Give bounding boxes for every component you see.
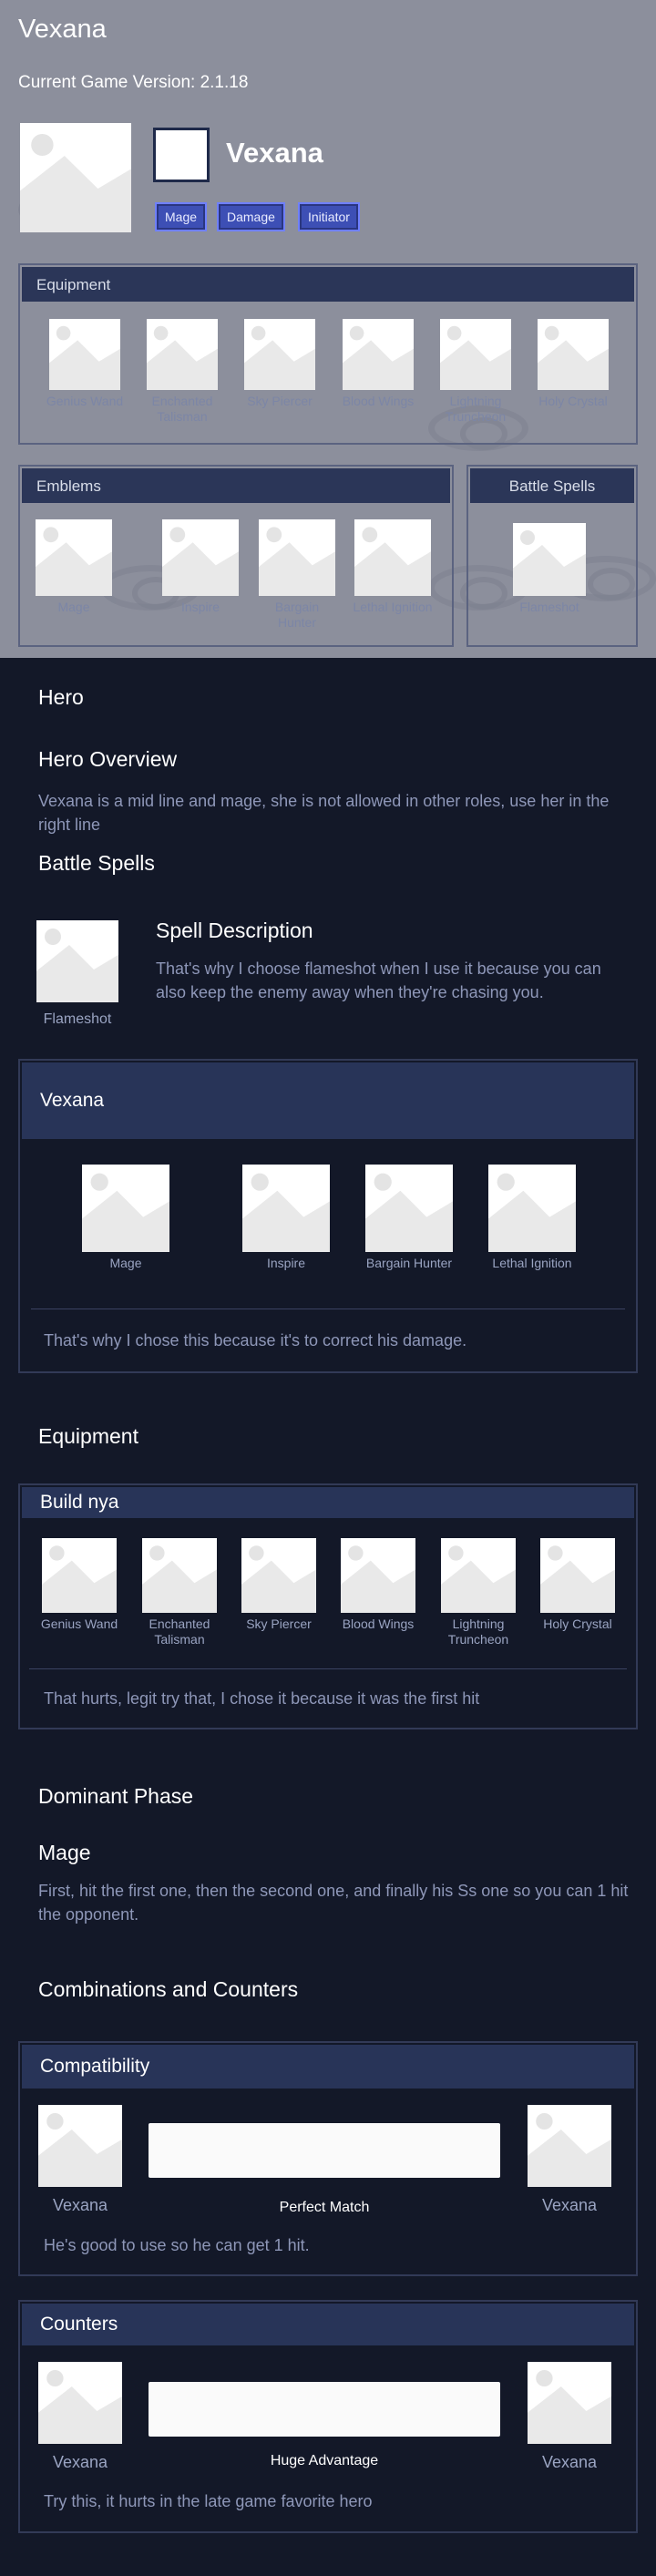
spell-description-title: Spell Description xyxy=(156,919,313,942)
card-emblems-item-label: Mage xyxy=(109,1256,142,1270)
tz-spell-label: Flameshot xyxy=(519,600,579,614)
combinations-heading: Combinations and Counters xyxy=(38,1977,299,2001)
counters-title: Counters xyxy=(22,2304,634,2345)
card-equip-item-genius-wand[interactable] xyxy=(39,1538,119,1632)
image-placeholder-icon xyxy=(488,1165,576,1252)
tz-equip-item-label: Blood Wings xyxy=(342,394,415,408)
counter-note: Try this, it hurts in the late game favorite hero xyxy=(44,2492,373,2510)
equipment-panel-title: Equipment xyxy=(22,267,634,302)
image-placeholder-icon xyxy=(528,2105,611,2187)
tz-emblems-item-bargain-hunter[interactable] xyxy=(254,519,340,631)
hero-role-icon-frame xyxy=(153,128,210,182)
image-placeholder-icon xyxy=(441,1538,516,1613)
card-emblems-item-lethal-ignition[interactable] xyxy=(483,1165,581,1271)
card-emblems-item-inspire[interactable] xyxy=(237,1165,335,1271)
image-placeholder-icon xyxy=(242,1165,330,1252)
equipment-heading: Equipment xyxy=(38,1424,138,1448)
tz-emblems-item-label: Inspire xyxy=(180,600,220,614)
compat-left-hero[interactable] xyxy=(38,2105,122,2213)
image-placeholder-icon xyxy=(440,319,511,390)
tz-equip-item-label: Genius Wand xyxy=(46,394,124,408)
compat-right-hero[interactable] xyxy=(528,2105,611,2213)
card-equip-item-blood-wings[interactable] xyxy=(338,1538,418,1632)
image-placeholder-icon xyxy=(162,519,239,596)
hero-overview-text: Vexana is a mid line and mage, she is not allowed in other roles, use her in the right line xyxy=(38,792,610,834)
card-equip-item-label: Blood Wings xyxy=(342,1616,415,1631)
image-placeholder-icon xyxy=(259,519,335,596)
card-emblems-item-mage[interactable] xyxy=(77,1165,175,1271)
card-emblems-item-label: Inspire xyxy=(266,1256,306,1270)
compat-left-hero-name: Vexana xyxy=(52,2196,108,2214)
compatibility-title: Compatibility xyxy=(22,2045,634,2089)
tz-emblems-item-label: Lethal Ignition xyxy=(353,600,433,614)
tz-emblems-item-lethal-ignition[interactable] xyxy=(350,519,436,615)
tz-emblems-item-label: Mage xyxy=(57,600,90,614)
tz-equip-item-lightning-truncheon[interactable] xyxy=(433,319,518,425)
image-placeholder-icon xyxy=(343,319,414,390)
tz-equip-item-label: Holy Crystal xyxy=(538,394,608,408)
spell-flameshot-label: Flameshot xyxy=(43,1011,112,1027)
tz-equip-item-label: Lightning Truncheon xyxy=(445,394,507,424)
image-placeholder-icon xyxy=(528,2362,611,2444)
tag-initiator[interactable]: Initiator xyxy=(298,202,360,231)
image-placeholder-icon xyxy=(365,1165,453,1252)
image-placeholder-icon xyxy=(49,319,120,390)
image-placeholder-icon xyxy=(241,1538,316,1613)
image-placeholder-icon xyxy=(38,2105,122,2187)
image-placeholder-icon xyxy=(36,519,112,596)
image-placeholder-icon xyxy=(20,123,131,232)
hero-name: Vexana xyxy=(226,137,323,169)
card-equip-item-label: Sky Piercer xyxy=(246,1616,312,1631)
tz-equip-item-holy-crystal[interactable] xyxy=(530,319,616,409)
compat-match-bar xyxy=(149,2123,500,2178)
dominant-phase-subtitle: Mage xyxy=(38,1841,91,1864)
tz-equip-item-blood-wings[interactable] xyxy=(335,319,421,409)
counter-left-hero[interactable] xyxy=(38,2362,122,2470)
image-placeholder-icon xyxy=(36,920,118,1002)
image-placeholder-icon xyxy=(538,319,609,390)
image-placeholder-icon xyxy=(42,1538,117,1613)
card-emblems-item-label: Lethal Ignition xyxy=(492,1256,572,1270)
image-placeholder-icon xyxy=(142,1538,217,1613)
page-title: Vexana xyxy=(18,15,107,44)
hero-section-heading: Hero xyxy=(38,685,84,709)
counter-right-hero[interactable] xyxy=(528,2362,611,2470)
build-card-note: That hurts, legit try that, I chose it because it was the first hit xyxy=(44,1689,480,1708)
card-equip-item-label: Lightning Truncheon xyxy=(447,1616,509,1647)
build-card-title: Build nya xyxy=(22,1487,634,1518)
card-emblems-item-bargain-hunter[interactable] xyxy=(360,1165,458,1271)
spell-description-text: That's why I choose flameshot when I use it because you can also keep the enemy away when they're chasing you. xyxy=(156,960,601,1001)
card-emblems-item-label: Bargain Hunter xyxy=(365,1256,453,1270)
card-equip-item-holy-crystal[interactable] xyxy=(538,1538,618,1632)
image-placeholder-icon xyxy=(244,319,315,390)
card-equip-item-enchanted-talisman[interactable] xyxy=(139,1538,220,1647)
card-equip-item-label: Genius Wand xyxy=(40,1616,118,1631)
image-placeholder-icon xyxy=(341,1538,415,1613)
emblem-card-note: That's why I chose this because it's to correct his damage. xyxy=(44,1331,467,1350)
tz-emblems-item-inspire[interactable] xyxy=(158,519,243,615)
image-placeholder-icon xyxy=(540,1538,615,1613)
tag-damage[interactable]: Damage xyxy=(217,202,285,231)
dominant-phase-heading: Dominant Phase xyxy=(38,1784,194,1808)
divider xyxy=(29,1668,627,1669)
image-placeholder-icon xyxy=(38,2362,122,2444)
tz-emblems-item-label: Bargain Hunter xyxy=(274,600,320,630)
image-placeholder-icon xyxy=(513,523,586,596)
tz-equip-item-sky-piercer[interactable] xyxy=(237,319,323,409)
emblems-panel-title: Emblems xyxy=(22,468,450,503)
counter-right-hero-name: Vexana xyxy=(541,2453,598,2471)
image-placeholder-icon xyxy=(354,519,431,596)
tz-equip-item-label: Enchanted Talisman xyxy=(151,394,213,424)
image-placeholder-icon xyxy=(147,319,218,390)
battle-spells-heading: Battle Spells xyxy=(38,851,155,875)
hero-header-overlay xyxy=(0,0,656,658)
battle-spells-panel-title: Battle Spells xyxy=(470,468,634,503)
game-version: Current Game Version: 2.1.18 xyxy=(18,73,249,92)
tz-spell-flameshot[interactable] xyxy=(511,523,588,615)
card-equip-item-label: Enchanted Talisman xyxy=(149,1616,210,1647)
compat-note: He's good to use so he can get 1 hit. xyxy=(44,2236,310,2254)
compat-result: Perfect Match xyxy=(279,2200,370,2215)
spell-flameshot[interactable] xyxy=(36,920,118,1027)
counter-result: Huge Advantage xyxy=(270,2453,379,2468)
image-placeholder-icon xyxy=(82,1165,169,1252)
compat-right-hero-name: Vexana xyxy=(541,2196,598,2214)
dominant-phase-text: First, hit the first one, then the second one, and finally his Ss one so you can 1 hit the opponent. xyxy=(38,1882,629,1924)
counter-left-hero-name: Vexana xyxy=(52,2453,108,2471)
counter-advantage-bar xyxy=(149,2382,500,2437)
card-equip-item-lightning-truncheon[interactable] xyxy=(438,1538,518,1647)
card-equip-item-sky-piercer[interactable] xyxy=(239,1538,319,1632)
tag-mage[interactable]: Mage xyxy=(155,202,207,231)
tz-equip-item-genius-wand[interactable] xyxy=(42,319,128,409)
hero-overview-title: Hero Overview xyxy=(38,747,178,771)
card-equip-item-label: Holy Crystal xyxy=(543,1616,612,1631)
tz-equip-item-enchanted-talisman[interactable] xyxy=(139,319,225,425)
emblem-card-title: Vexana xyxy=(22,1062,634,1139)
tz-emblems-item-mage[interactable] xyxy=(31,519,117,615)
hero-portrait-image xyxy=(20,123,131,232)
tz-equip-item-label: Sky Piercer xyxy=(247,394,313,408)
